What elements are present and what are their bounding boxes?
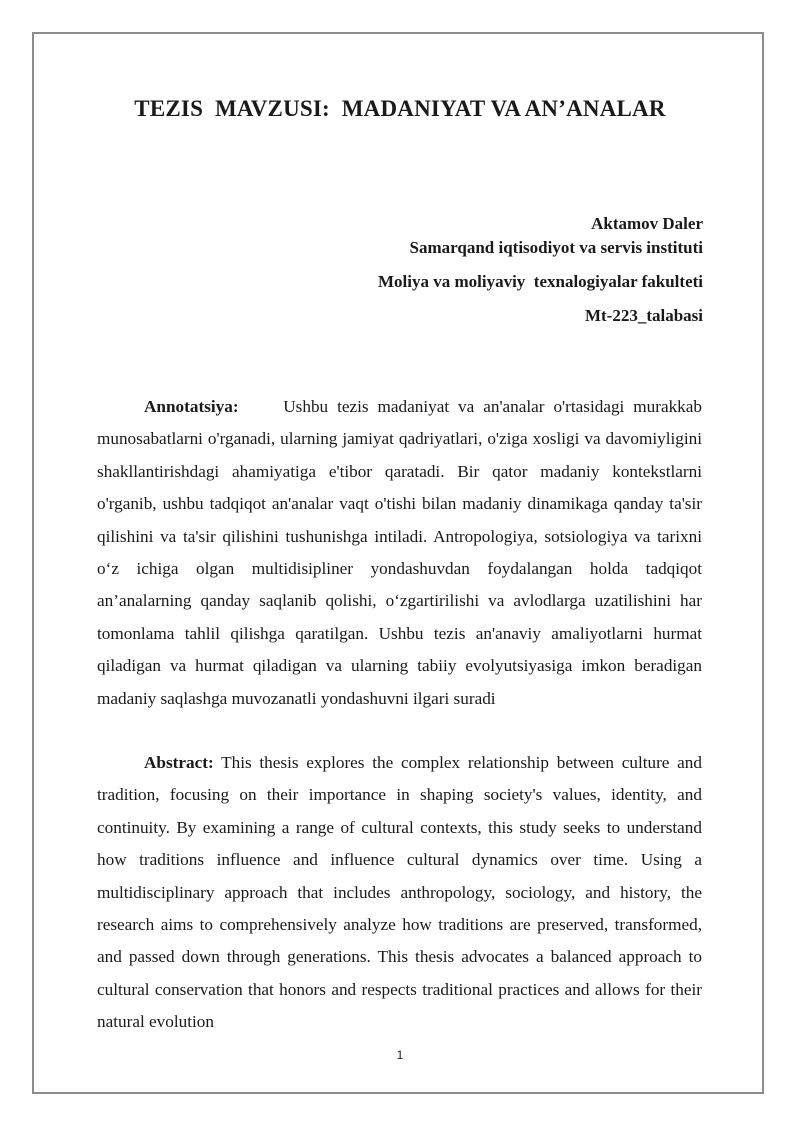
author-group: Mt-223_talabasi — [584, 306, 703, 325]
author-institution: Samarqand iqtisodiyot va servis instituti — [409, 238, 703, 257]
abstract-label: Abstract: — [144, 753, 214, 772]
abstract-text: This thesis explores the complex relationship between culture and tradition, focusing on their importance in shaping society's values, identity, and continuity. By examining a range of cultural contexts, this study seeks to understand how traditions influence and influence cultural dynamics over time. Using a multidisciplinary approach that includes anthropology, sociology, and history, the research aims to comprehensively analyze how traditions are preserved, transformed, and passed down through generations. This thesis advocates a balanced approach to cultural conservation that honors and respects traditional practices and allows for their natural evolution — [97, 753, 702, 1032]
abstract-paragraph — [97, 747, 702, 1039]
annotation-text: Ushbu tezis madaniyat va an'analar o'rtasidagi murakkab munosabatlarni o'rganadi, ularning jamiyat qadriyatlari, o'ziga xosligi va davomiyligini shakllantirishdagi ahamiyatiga e'tibor qaratadi. Bir qator madaniy kontekstlarni o'rganib, ushbu tadqiqot an'analar vaqt o'tishi bilan madaniy dinamikaga qanday ta'sir qilishini va ta'sir qilishini tushunishga intiladi. Antropologiya, sotsiologiya va tarixni o‘z ichiga olgan multidisipliner yondashuvdan foydalangan holda tadqiqot an’analarning qanday saqlanib qolishi, o‘zgartirilishi va avlodlarga uzatilishini har tomonlama tahlil qilishga qaratilgan. Ushbu tezis an'anaviy amaliyotlarni hurmat qiladigan va hurmat qiladigan va ularning tabiiy evolyutsiyasiga imkon beradigan madaniy saqlashga muvozanatli yondashuvni ilgari suradi — [97, 397, 702, 708]
author-name: Aktamov Daler — [591, 214, 703, 233]
author-block — [378, 212, 703, 328]
page-number: 1 — [396, 1048, 404, 1062]
document-title: TEZIS MAVZUSI: MADANIYAT VA AN’ANALAR — [134, 96, 666, 121]
annotation-label: Annotatsiya: — [144, 397, 239, 416]
annotation-paragraph — [97, 391, 702, 715]
author-faculty: Moliya va moliyaviy texnalogiyalar fakulteti — [377, 272, 703, 291]
